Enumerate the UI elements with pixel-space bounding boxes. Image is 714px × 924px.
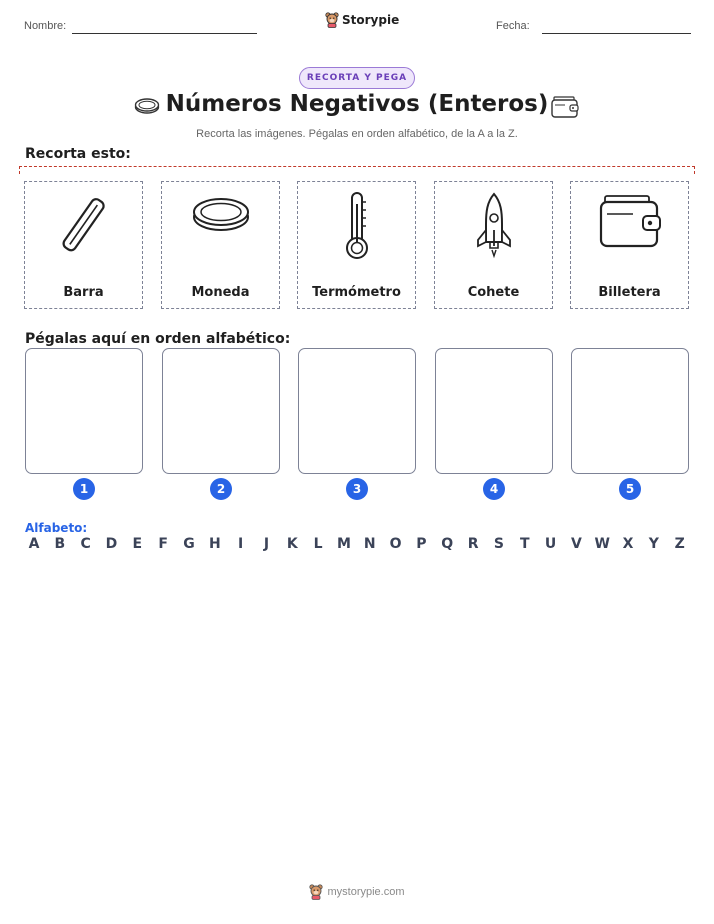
alphabet-letter: R	[467, 536, 479, 552]
bear-mascot-icon	[325, 12, 339, 28]
alphabet-letter: U	[544, 536, 557, 552]
alphabet-row	[24, 536, 690, 552]
activity-badge: RECORTA Y PEGA	[299, 67, 415, 89]
alphabet-letter: Y	[648, 536, 659, 552]
date-line	[542, 33, 691, 34]
instructions: Recorta las imágenes. Pégalas en orden alfabético, de la A a la Z.	[196, 128, 518, 140]
cut-heading: Recorta esto:	[25, 146, 131, 162]
paste-slot-5[interactable]	[571, 348, 689, 474]
alphabet-letter: P	[416, 536, 427, 552]
alphabet-letter: B	[54, 536, 66, 552]
alphabet-letter: T	[519, 536, 530, 552]
paste-heading: Pégalas aquí en orden alfabético:	[25, 331, 291, 347]
name-label: Nombre:	[24, 20, 67, 32]
alphabet-letter: C	[80, 536, 91, 552]
footer	[0, 884, 714, 900]
paste-slot-1[interactable]	[25, 348, 143, 474]
card-label: Moneda	[191, 285, 250, 300]
slot-number-3: 3	[346, 478, 368, 500]
alphabet-letter: S	[493, 536, 504, 552]
brand-name: Storypie	[342, 13, 400, 27]
alphabet-letter: I	[238, 536, 244, 552]
alphabet-letter: A	[28, 536, 40, 552]
alphabet-letter: L	[313, 536, 323, 552]
alphabet-letter: W	[594, 536, 610, 552]
cut-card-coin[interactable]	[161, 181, 280, 309]
cut-card-bar[interactable]	[24, 181, 143, 309]
alphabet-letter: K	[286, 536, 298, 552]
rocket-icon	[470, 190, 518, 262]
alphabet-letter: V	[570, 536, 582, 552]
bear-mascot-icon	[309, 884, 323, 900]
name-line	[72, 33, 257, 34]
brand-logo	[325, 12, 399, 28]
alphabet-label: Alfabeto:	[25, 521, 88, 535]
slot-number-2: 2	[210, 478, 232, 500]
alphabet-letter: X	[622, 536, 634, 552]
card-label: Cohete	[467, 285, 520, 300]
alphabet-letter: Q	[441, 536, 454, 552]
card-label: Billetera	[598, 285, 661, 300]
footer-url[interactable]: mystorypie.com	[327, 886, 405, 898]
alphabet-letter: J	[263, 536, 270, 552]
card-label: Barra	[63, 285, 104, 300]
paste-slot-3[interactable]	[298, 348, 416, 474]
alphabet-letter: Z	[674, 536, 685, 552]
alphabet-letter: M	[336, 536, 351, 552]
alphabet-letter: D	[105, 536, 118, 552]
date-label: Fecha:	[496, 20, 530, 32]
paste-slot-4[interactable]	[435, 348, 553, 474]
alphabet-letter: H	[208, 536, 221, 552]
cut-card-wallet[interactable]	[570, 181, 689, 309]
cut-card-thermometer[interactable]	[297, 181, 416, 309]
cut-card-rocket[interactable]	[434, 181, 553, 309]
card-label: Termómetro	[312, 285, 401, 300]
alphabet-letter: E	[132, 536, 143, 552]
slot-number-4: 4	[483, 478, 505, 500]
wallet-icon	[550, 94, 580, 120]
slot-number-1: 1	[73, 478, 95, 500]
page-title: Números Negativos (Enteros)	[165, 91, 549, 117]
thermometer-icon	[337, 190, 377, 262]
alphabet-letter: N	[363, 536, 376, 552]
wallet-icon	[595, 190, 665, 254]
paste-slot-2[interactable]	[162, 348, 280, 474]
cut-line	[19, 166, 695, 174]
alphabet-letter: O	[389, 536, 402, 552]
alphabet-letter: G	[183, 536, 195, 552]
alphabet-letter: F	[158, 536, 168, 552]
bar-icon	[49, 190, 119, 260]
slot-number-5: 5	[619, 478, 641, 500]
coin-icon	[186, 190, 256, 240]
